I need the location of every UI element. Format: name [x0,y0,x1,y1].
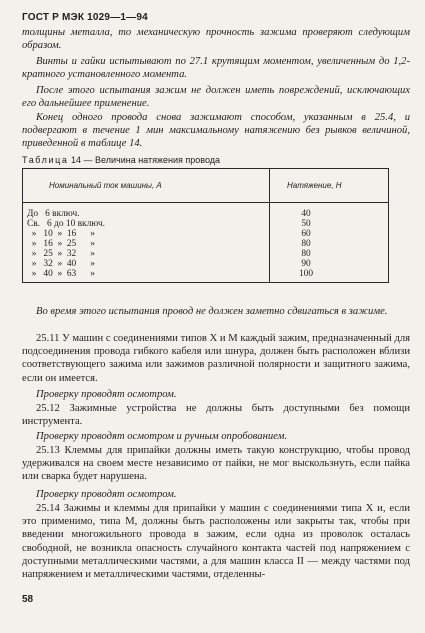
table-row [23,219,388,229]
clause-25-13: 25.13 Клеммы для припайки должны иметь такую конструкцию, чтобы провод удерживался на своем месте независимо от пайки, не мог выскользнуть, если пайка или сварка будет нарушена. [22,445,410,483]
table-row [23,269,388,279]
table-row [23,209,388,219]
table-caption-label: Таблица [22,155,69,165]
table-caption [22,155,412,165]
document-header: ГОСТ Р МЭК 1029—1—94 [22,12,148,23]
paragraph-1: толщины металла, то механическую прочность зажима проверяют следующим образом. [22,27,410,52]
table-cell-force: 50 [301,219,311,229]
table-cell-current: До 6 включ. [27,209,80,219]
table-cell-current: Св. 6 до 10 включ. [27,219,105,229]
table-caption-text: 14 — Величина натяжения провода [71,155,221,165]
table-row [23,249,388,259]
table-cell-current: » 16 » 25 » [27,239,95,249]
table-cell-current: » 32 » 40 » [27,259,95,269]
clause-25-11: 25.11 У машин с соединениями типов X и M каждый зажим, предназначенный для подсоединения провода гибкого кабеля или шнура, должен быть расположен вблизи соответствующего зажима или зажимов различной полярности и защитного зажима, если он имеется. [22,333,410,384]
table-cell-force: 100 [298,269,314,279]
table-cell-current: » 10 » 16 » [27,229,95,239]
table-header-current: Номинальный ток машины, А [49,181,162,190]
table-cell-force: 80 [301,239,311,249]
table-header-row [23,169,388,203]
check-note: Проверку проводят осмотром. [36,489,177,500]
table-cell-force: 60 [301,229,311,239]
table-cell-current: » 40 » 63 » [27,269,95,279]
table-row [23,259,388,269]
check-note: Проверку проводят осмотром. [36,389,177,400]
tension-table [22,168,389,283]
table-row [23,229,388,239]
table-header-tension: Натяжение, Н [287,181,342,190]
paragraph-2: Винты и гайки испытывают по 27.1 крутящим моментом, увеличенным до 1,2-кратного установленного момента. [22,56,410,81]
paragraph-3: После этого испытания зажим не должен иметь повреждений, исключающих его дальнейшее применение. [22,85,410,110]
paragraph-4: Конец одного провода снова зажимают способом, указанным в 25.4, и подвергают в течение 1 мин максимальному натяжению без рывков величиной, приведенной в таблице 14. [22,112,410,150]
check-note: Проверку проводят осмотром и ручным опробованием. [36,431,287,442]
table-cell-force: 40 [301,209,311,219]
table-cell-force: 80 [301,249,311,259]
table-row [23,239,388,249]
clause-25-12: 25.12 Зажимные устройства не должны быть доступными без помощи инструмента. [22,403,410,428]
table-cell-force: 90 [301,259,311,269]
clause-25-14: 25.14 Зажимы и клеммы для припайки у машин с соединениями типа X и, если это применимо, типа M, должны быть расположены или закрыты так, чтобы при введении многожильного провода в зажим, если одна из проволок осталась свободной, не возникла опасность случайного контакта частей под напряжением с доступными металлическими частями, а для машин класса II — между частями под напряжением и металлическими частями, отделенны- [22,503,410,581]
table-cell-current: » 25 » 32 » [27,249,95,259]
paragraph-5: Во время этого испытания провод не должен заметно сдвигаться в зажиме. [36,306,388,317]
page-number: 58 [22,594,34,605]
